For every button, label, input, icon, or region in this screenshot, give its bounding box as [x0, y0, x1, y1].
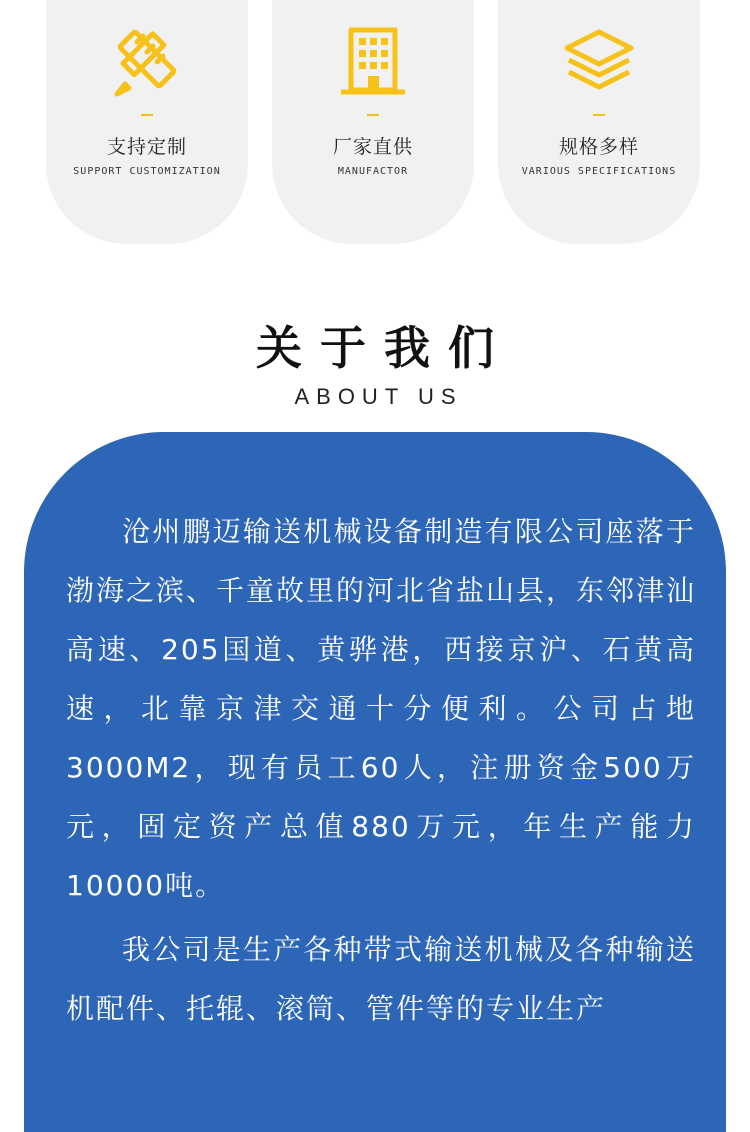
feature-cards	[0, 0, 750, 250]
about-title-zh: 关于我们	[256, 321, 512, 375]
feature-card-specifications	[498, 0, 700, 244]
layers-icon	[559, 22, 639, 102]
feature-title: 厂家直供	[332, 136, 413, 158]
feature-card-customization	[46, 0, 248, 244]
about-heading	[0, 312, 750, 410]
building-icon	[333, 22, 413, 102]
feature-title: 规格多样	[558, 136, 639, 158]
feature-title: 支持定制	[106, 136, 187, 158]
feature-subtitle: MANUFACTOR	[337, 166, 409, 177]
about-title-en: ABOUT US	[294, 384, 463, 409]
accent-dash	[593, 114, 605, 116]
feature-subtitle: VARIOUS SPECIFICATIONS	[521, 166, 677, 177]
about-paragraph: 我公司是生产各种带式输送机械及各种输送机配件、托辊、滚筒、管件等的专业生产	[66, 933, 696, 1025]
about-paragraph: 沧州鹏迈输送机械设备制造有限公司座落于渤海之滨、千童故里的河北省盐山县，东邻津汕高速、205国道、黄骅港，西接京沪、石黄高速，北靠京津交通十分便利。公司占地3000M2，现有员工60人，注册资金500万元，固定资产总值880万元，年生产能力10000吨。	[66, 515, 697, 902]
pencil-ruler-icon	[107, 22, 187, 102]
about-panel	[24, 432, 726, 1132]
accent-dash	[367, 114, 379, 116]
feature-card-manufactor	[272, 0, 474, 244]
accent-dash	[141, 114, 153, 116]
feature-subtitle: SUPPORT CUSTOMIZATION	[73, 166, 221, 177]
